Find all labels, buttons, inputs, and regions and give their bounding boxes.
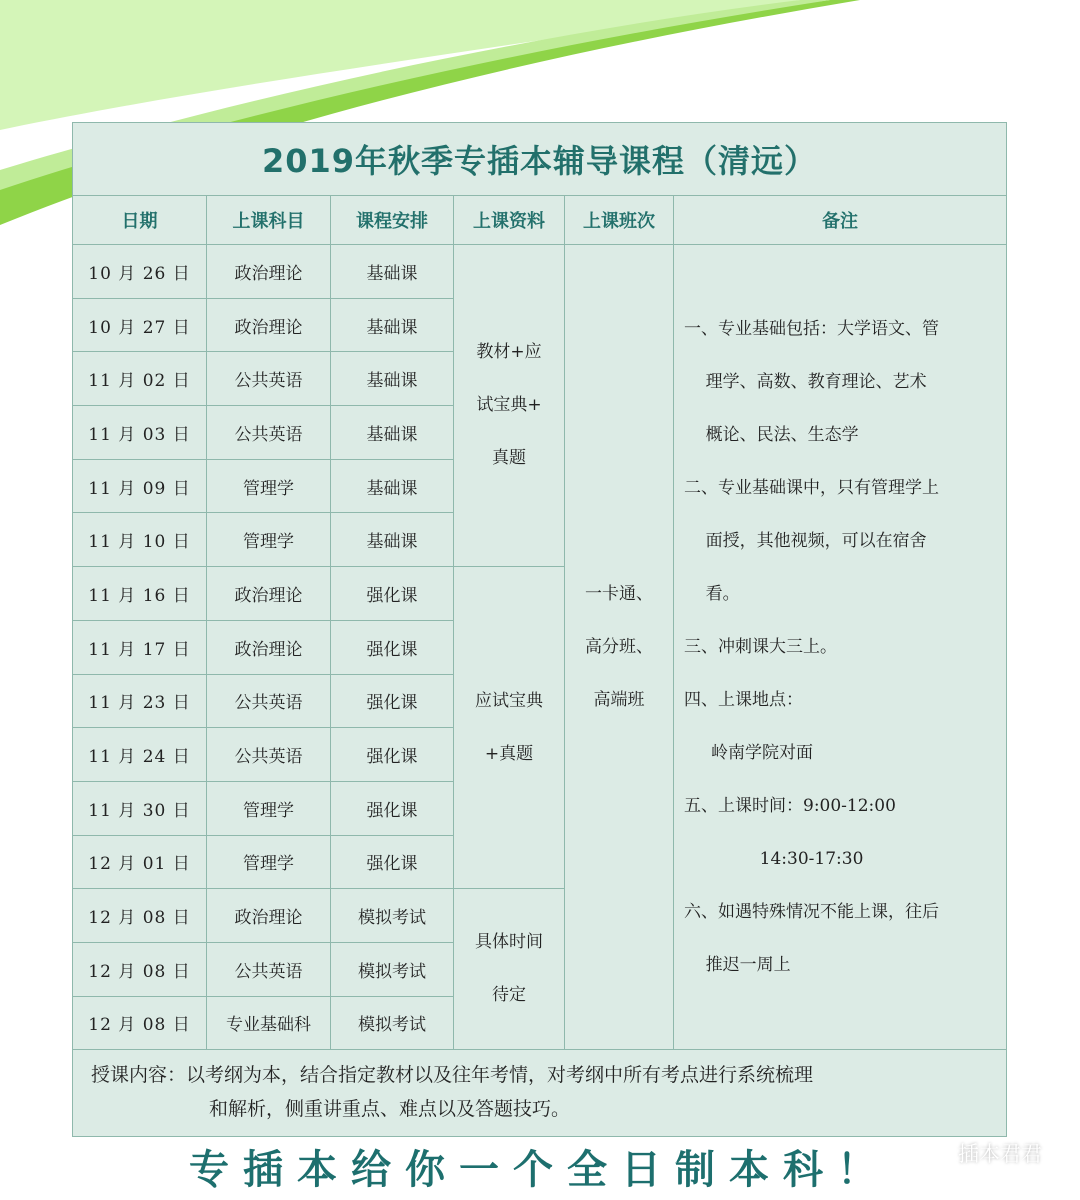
subject-cell: 政治理论: [207, 245, 331, 299]
materials-line: +真题: [484, 743, 534, 764]
footer-line: 和解析，侧重讲重点、难点以及答题技巧。: [209, 1098, 571, 1121]
date-cell: 11 月 17 日: [73, 620, 207, 674]
arrangement-cell: 基础课: [331, 513, 454, 567]
notes-cell: [674, 245, 1007, 1050]
arrangement-cell: 基础课: [331, 245, 454, 299]
arrangement-cell: 强化课: [331, 835, 454, 889]
date-cell: 11 月 16 日: [73, 567, 207, 621]
arrangement-cell: 基础课: [331, 298, 454, 352]
materials-cell-mock: [454, 889, 565, 1050]
date-cell: 10 月 26 日: [73, 245, 207, 299]
date-cell: 11 月 23 日: [73, 674, 207, 728]
note-line: 看。: [684, 583, 740, 604]
materials-line: 真题: [492, 448, 526, 469]
arrangement-cell: 基础课: [331, 352, 454, 406]
subject-cell: 公共英语: [207, 406, 331, 460]
arrangement-cell: 强化课: [331, 674, 454, 728]
date-cell: 12 月 08 日: [73, 889, 207, 943]
date-cell: 11 月 24 日: [73, 728, 207, 782]
date-cell: 11 月 10 日: [73, 513, 207, 567]
date-cell: 11 月 02 日: [73, 352, 207, 406]
subject-cell: 公共英语: [207, 728, 331, 782]
subject-cell: 公共英语: [207, 942, 331, 996]
arrangement-cell: 基础课: [331, 459, 454, 513]
materials-line: 教材+应: [476, 342, 542, 363]
note-line: 五、上课时间：9:00-12:00: [684, 795, 896, 816]
note-line: 面授，其他视频，可以在宿舍: [684, 530, 927, 551]
subject-cell: 政治理论: [207, 889, 331, 943]
page-title: 2019年秋季专插本辅导课程（清远）: [73, 123, 1007, 196]
header-arrangement: 课程安排: [331, 196, 454, 245]
note-line: 一、专业基础包括：大学语文、管: [684, 318, 939, 339]
arrangement-cell: 模拟考试: [331, 942, 454, 996]
note-line: 六、如遇特殊情况不能上课，往后: [684, 901, 939, 922]
wechat-icon: [916, 1138, 952, 1168]
header-subject: 上课科目: [207, 196, 331, 245]
footer-line: 授课内容：以考纲为本，结合指定教材以及往年考情，对考纲中所有考点进行系统梳理: [91, 1064, 814, 1087]
arrangement-cell: 基础课: [331, 406, 454, 460]
table-row: [73, 245, 1007, 299]
note-line: 岭南学院对面: [684, 742, 814, 763]
subject-cell: 公共英语: [207, 674, 331, 728]
materials-cell-basic: [454, 245, 565, 567]
subject-cell: 政治理论: [207, 298, 331, 352]
arrangement-cell: 强化课: [331, 620, 454, 674]
note-line: 概论、民法、生态学: [684, 424, 859, 445]
subject-cell: 政治理论: [207, 620, 331, 674]
date-cell: 10 月 27 日: [73, 298, 207, 352]
materials-line: 待定: [492, 985, 526, 1006]
materials-line: 具体时间: [475, 932, 543, 953]
arrangement-cell: 模拟考试: [331, 889, 454, 943]
subject-cell: 管理学: [207, 513, 331, 567]
class-type-line: 高端班: [593, 689, 645, 710]
note-line: 理学、高数、教育理论、艺术: [684, 371, 927, 392]
watermark-text: 插本君君: [958, 1142, 1042, 1166]
note-line: 三、冲刺课大三上。: [684, 636, 837, 657]
materials-line: 应试宝典: [475, 690, 543, 711]
date-cell: 11 月 09 日: [73, 459, 207, 513]
class-type-line: 一卡通、: [585, 583, 653, 604]
header-notes: 备注: [674, 196, 1007, 245]
subject-cell: 公共英语: [207, 352, 331, 406]
arrangement-cell: 强化课: [331, 728, 454, 782]
date-cell: 12 月 01 日: [73, 835, 207, 889]
teaching-content-note: [73, 1050, 1007, 1137]
table-header-row: [73, 196, 1007, 245]
arrangement-cell: 强化课: [331, 567, 454, 621]
arrangement-cell: 模拟考试: [331, 996, 454, 1050]
note-line: 四、上课地点：: [684, 689, 803, 710]
materials-cell-intensive: [454, 567, 565, 889]
class-type-cell: [565, 245, 674, 1050]
subject-cell: 管理学: [207, 781, 331, 835]
slogan-banner: 专插本给你一个全日制本科！: [189, 1146, 891, 1193]
arrangement-cell: 强化课: [331, 781, 454, 835]
class-type-line: 高分班、: [585, 636, 653, 657]
subject-cell: 管理学: [207, 459, 331, 513]
date-cell: 11 月 03 日: [73, 406, 207, 460]
date-cell: 12 月 08 日: [73, 942, 207, 996]
note-line: 14:30-17:30: [684, 848, 864, 869]
note-line: 二、专业基础课中，只有管理学上: [684, 477, 939, 498]
course-schedule-table: [72, 122, 1007, 1137]
date-cell: 12 月 08 日: [73, 996, 207, 1050]
wechat-watermark: [916, 1138, 1042, 1168]
materials-line: 试宝典+: [476, 395, 542, 416]
subject-cell: 专业基础科: [207, 996, 331, 1050]
header-date: 日期: [73, 196, 207, 245]
note-line: 推迟一周上: [684, 954, 791, 975]
subject-cell: 政治理论: [207, 567, 331, 621]
subject-cell: 管理学: [207, 835, 331, 889]
date-cell: 11 月 30 日: [73, 781, 207, 835]
header-materials: 上课资料: [454, 196, 565, 245]
header-class-type: 上课班次: [565, 196, 674, 245]
